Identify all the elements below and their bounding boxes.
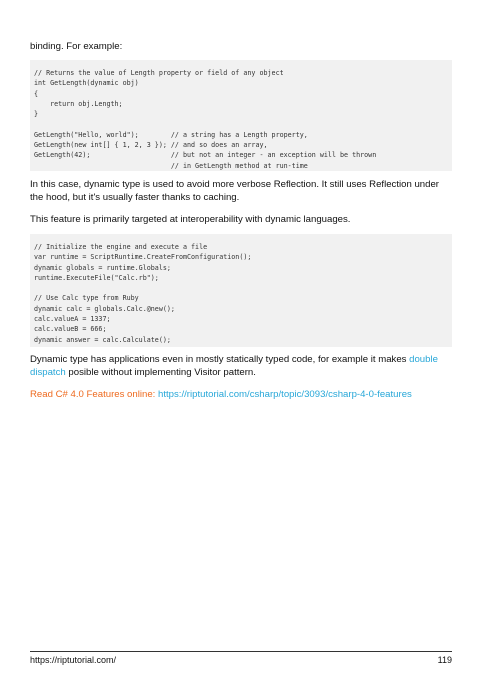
read-online-line bbox=[30, 388, 452, 401]
double-dispatch-link[interactable]: double dispatch bbox=[30, 354, 438, 378]
paragraph-applications-tail: posible without implementing Visitor pattern. bbox=[65, 367, 256, 378]
paragraph-applications bbox=[30, 353, 452, 379]
footer-divider bbox=[30, 651, 452, 652]
paragraph-applications-text: Dynamic type has applications even in mostly statically typed code, for example it makes bbox=[30, 354, 410, 365]
footer-site-url: https://riptutorial.com/ bbox=[30, 655, 117, 665]
page-number: 119 bbox=[437, 655, 452, 665]
code-block-getlength: // Returns the value of Length property or field of any object int GetLength(dynamic obj) { return obj.Length; } GetLength("Hello, world"); // a string has a Length property, GetLength(new int[] { 1, 2, 3 }); // and so does an array, GetLength(42); // but not an integer - an exception will be thrown // in GetLength method at run-time bbox=[30, 60, 452, 171]
read-online-link[interactable]: https://riptutorial.com/csharp/topic/3093/csharp-4-0-features bbox=[158, 389, 412, 400]
read-online-label: Read C# 4.0 Features online: bbox=[30, 389, 158, 400]
code-block-ruby: // Initialize the engine and execute a file var runtime = ScriptRuntime.CreateFromConfiguration(); dynamic globals = runtime.Globals; runtime.ExecuteFile("Calc.rb"); // Use Calc type from Ruby dynamic calc = globals.Calc.@new(); calc.valueA = 1337; calc.valueB = 666; dynamic answer = calc.Calculate(); bbox=[30, 234, 452, 347]
intro-text: binding. For example: bbox=[30, 41, 123, 52]
paragraph-interop: This feature is primarily targeted at interoperability with dynamic languages. bbox=[30, 214, 351, 225]
paragraph-reflection: In this case, dynamic type is used to avoid more verbose Reflection. It still uses Reflection under the hood, but it's usually faster thanks to caching. bbox=[30, 179, 439, 203]
